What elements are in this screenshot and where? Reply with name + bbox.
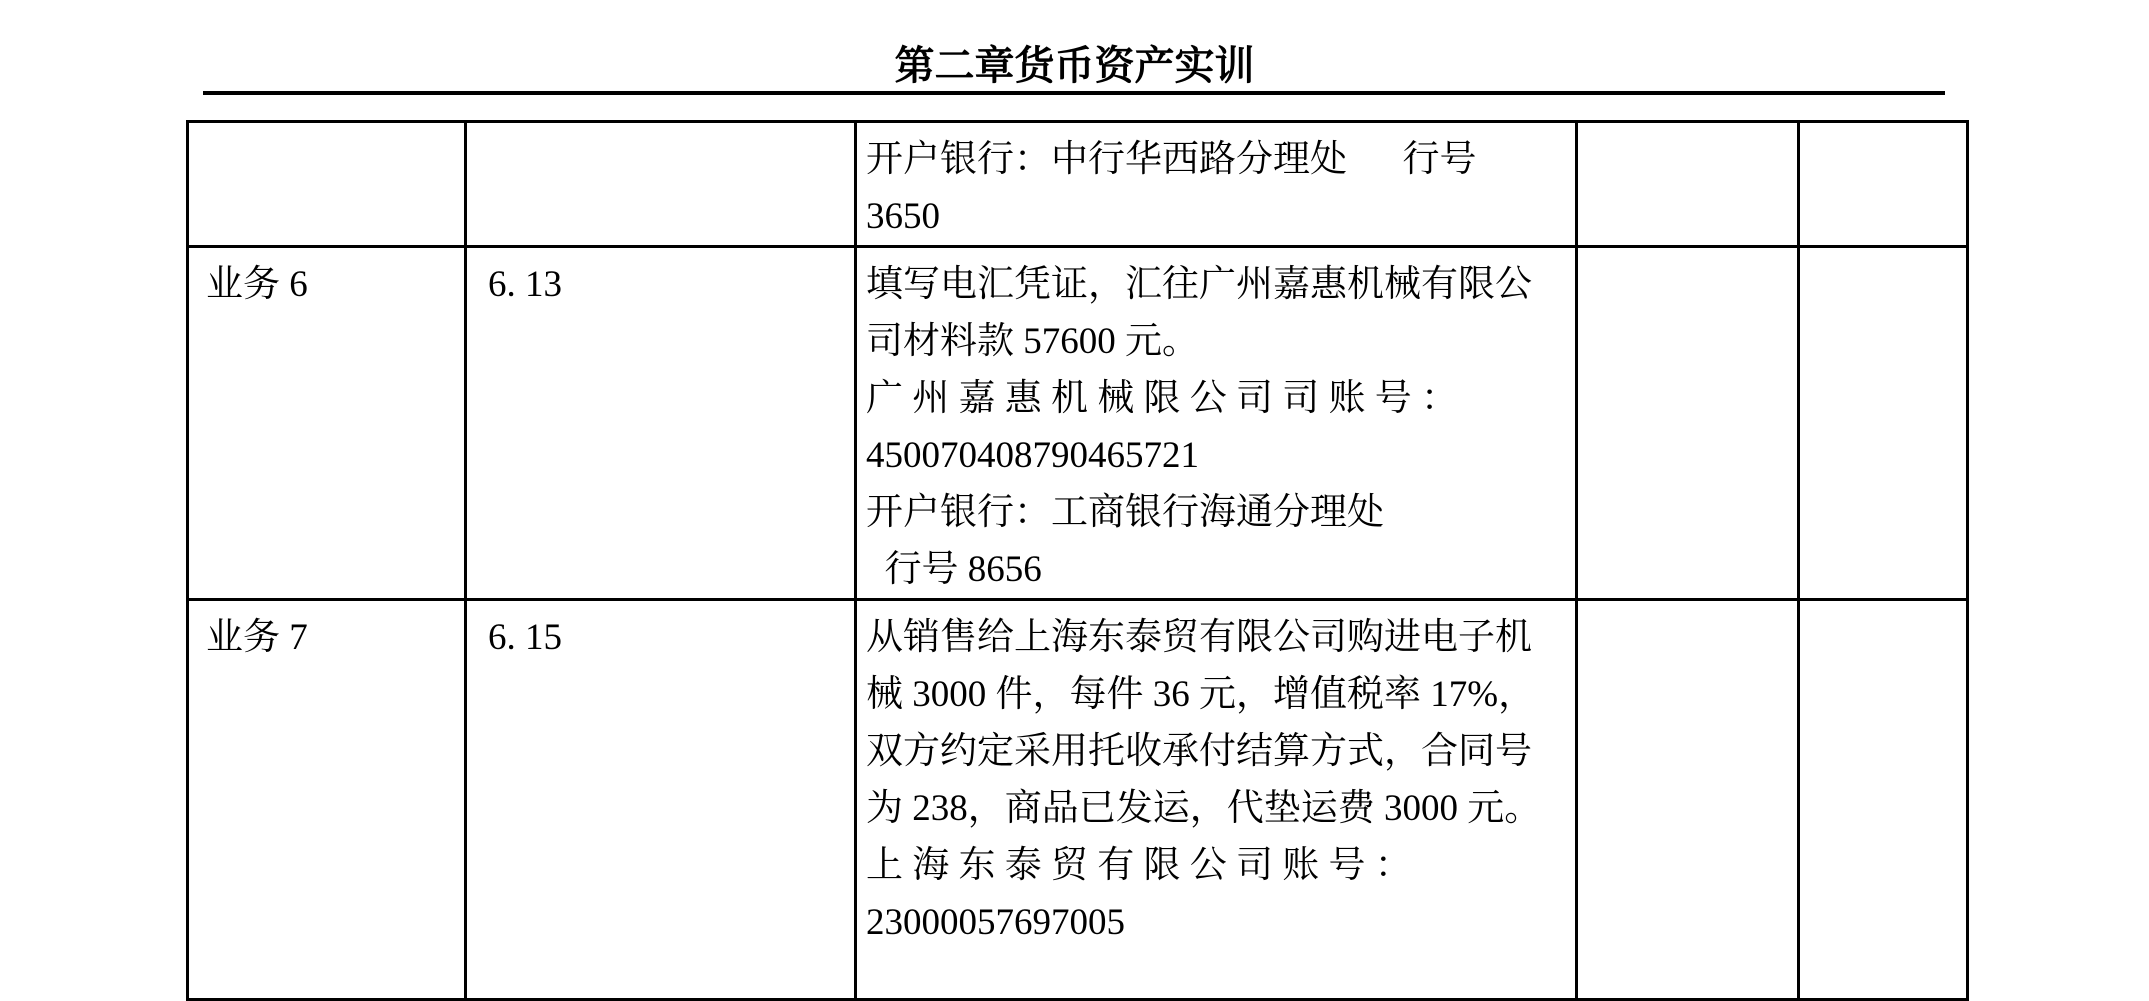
cell-empty-1 bbox=[1577, 600, 1799, 1000]
description-line: 开户银行：工商银行海通分理处 bbox=[866, 492, 1384, 533]
description-line: 械 3000 件，每件 36 元，增值税率 17%， bbox=[866, 674, 1536, 715]
cell-date: 6. 13 bbox=[466, 247, 856, 600]
description-line: 为 238，商品已发运，代垫运费 3000 元。 bbox=[866, 788, 1542, 829]
table-row-continuation bbox=[188, 122, 1968, 247]
description-line: 开户银行：中行华西路分理处 行号 bbox=[866, 139, 1477, 180]
description-line: 从销售给上海东泰贸有限公司购进电子机 bbox=[866, 617, 1532, 658]
business-table bbox=[186, 120, 1969, 1001]
table-row-business-6 bbox=[188, 247, 1968, 600]
cell-business-label: 业务 7 bbox=[188, 600, 466, 1000]
description-line: 司材料款 57600 元。 bbox=[866, 321, 1199, 362]
page-title: 第二章货币资产实训 bbox=[894, 43, 1255, 88]
cell-description bbox=[856, 600, 1577, 1000]
description-line: 上 海 东 泰 贸 有 限 公 司 账 号 ： bbox=[866, 845, 1412, 886]
cell-description bbox=[856, 247, 1577, 600]
table-row-business-7 bbox=[188, 600, 1968, 1000]
cell-date bbox=[466, 122, 856, 247]
description-line: 行号 8656 bbox=[866, 549, 1042, 590]
title-underline bbox=[203, 91, 1945, 95]
description-line: 3650 bbox=[866, 196, 940, 237]
cell-business-label: 业务 6 bbox=[188, 247, 466, 600]
cell-empty-2 bbox=[1799, 600, 1968, 1000]
description-line: 双方约定采用托收承付结算方式，合同号 bbox=[866, 731, 1532, 772]
description-line: 23000057697005 bbox=[866, 902, 1125, 943]
description-line: 450070408790465721 bbox=[866, 435, 1199, 476]
cell-empty-1 bbox=[1577, 247, 1799, 600]
cell-empty-2 bbox=[1799, 247, 1968, 600]
cell-empty-1 bbox=[1577, 122, 1799, 247]
cell-empty-2 bbox=[1799, 122, 1968, 247]
cell-description bbox=[856, 122, 1577, 247]
cell-business-label bbox=[188, 122, 466, 247]
cell-date: 6. 15 bbox=[466, 600, 856, 1000]
description-line: 填写电汇凭证，汇往广州嘉惠机械有限公 bbox=[866, 264, 1532, 305]
description-line: 广 州 嘉 惠 机 械 限 公 司 司 账 号 ： bbox=[866, 378, 1458, 419]
